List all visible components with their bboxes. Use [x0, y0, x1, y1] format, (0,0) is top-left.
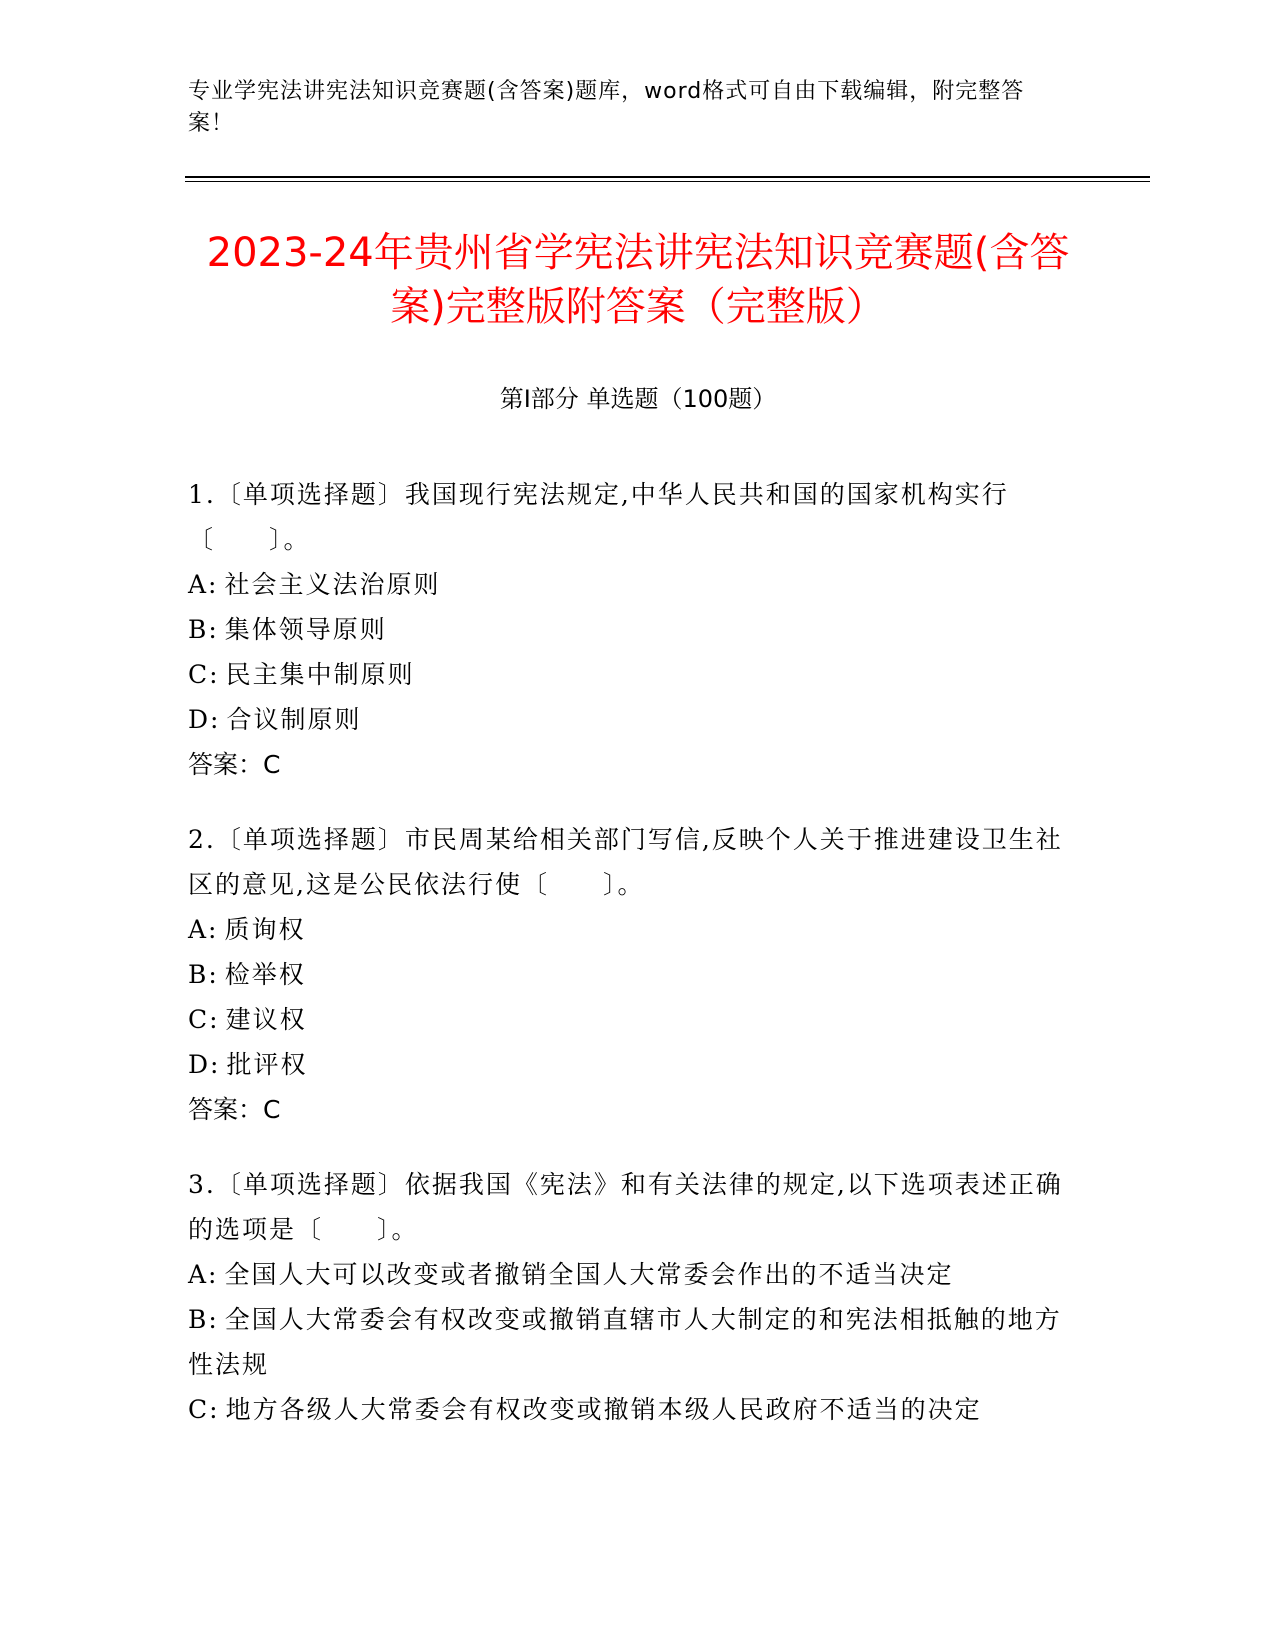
option-letter: A:: [188, 570, 219, 599]
option-text: 地方各级人大常委会有权改变或撤销本级人民政府不适当的决定: [225, 1395, 982, 1424]
option-b: [188, 952, 1068, 997]
section-title: 第Ⅰ部分 单选题（100题）: [499, 385, 777, 413]
option-c: [188, 997, 1068, 1042]
option-letter: B:: [188, 960, 219, 989]
answer-line: 答案：C: [188, 750, 281, 779]
option-b: [188, 607, 1068, 652]
option-text: 全国人大可以改变或者撤销全国人大常委会作出的不适当决定: [224, 1260, 954, 1289]
option-letter: D:: [188, 705, 221, 734]
option-a: [188, 907, 1068, 952]
option-text: 检举权: [224, 960, 306, 989]
option-c: [188, 1387, 1068, 1432]
option-a: [188, 562, 1068, 607]
document-title: 2023-24年贵州省学宪法讲宪法知识竞赛题(含答案)完整版附答案（完整版）: [206, 230, 1070, 330]
option-letter: C:: [188, 1005, 220, 1034]
header-rule-thin: [185, 181, 1150, 182]
option-letter: B:: [188, 1305, 219, 1334]
option-text: 社会主义法治原则: [224, 570, 441, 599]
option-letter: C:: [188, 660, 220, 689]
question-stem: 1.〔单项选择题〕我国现行宪法规定,中华人民共和国的国家机构实行〔 〕。: [188, 480, 1009, 554]
option-text: 合议制原则: [226, 705, 362, 734]
question-2: [188, 817, 1068, 1132]
question-stem: 2.〔单项选择题〕市民周某给相关部门写信,反映个人关于推进建设卫生社区的意见,这是公民依法行使〔 〕。: [188, 825, 1063, 899]
option-letter: A:: [188, 915, 219, 944]
option-letter: B:: [188, 615, 219, 644]
option-text: 质询权: [224, 915, 306, 944]
option-letter: C:: [188, 1395, 220, 1424]
question-stem: 3.〔单项选择题〕依据我国《宪法》和有关法律的规定,以下选项表述正确的选项是〔 〕。: [188, 1170, 1063, 1244]
answer-line: 答案：C: [188, 1095, 281, 1124]
option-d: [188, 697, 1068, 742]
header-rule-thick: [185, 176, 1150, 178]
option-text: 集体领导原则: [224, 615, 387, 644]
header-note: 专业学宪法讲宪法知识竞赛题(含答案)题库，word格式可自由下载编辑，附完整答案！: [188, 79, 1025, 136]
option-a: [188, 1252, 1068, 1297]
option-text: 建议权: [225, 1005, 307, 1034]
question-1: [188, 472, 1068, 787]
question-list: [188, 472, 1068, 1462]
option-text: 批评权: [226, 1050, 308, 1079]
option-text: 民主集中制原则: [225, 660, 415, 689]
option-letter: A:: [188, 1260, 219, 1289]
option-text: 全国人大常委会有权改变或撤销直辖市人大制定的和宪法相抵触的地方性法规: [188, 1305, 1062, 1379]
option-d: [188, 1042, 1068, 1087]
option-b: [188, 1297, 1068, 1387]
option-c: [188, 652, 1068, 697]
question-3: [188, 1162, 1068, 1432]
option-letter: D:: [188, 1050, 221, 1079]
